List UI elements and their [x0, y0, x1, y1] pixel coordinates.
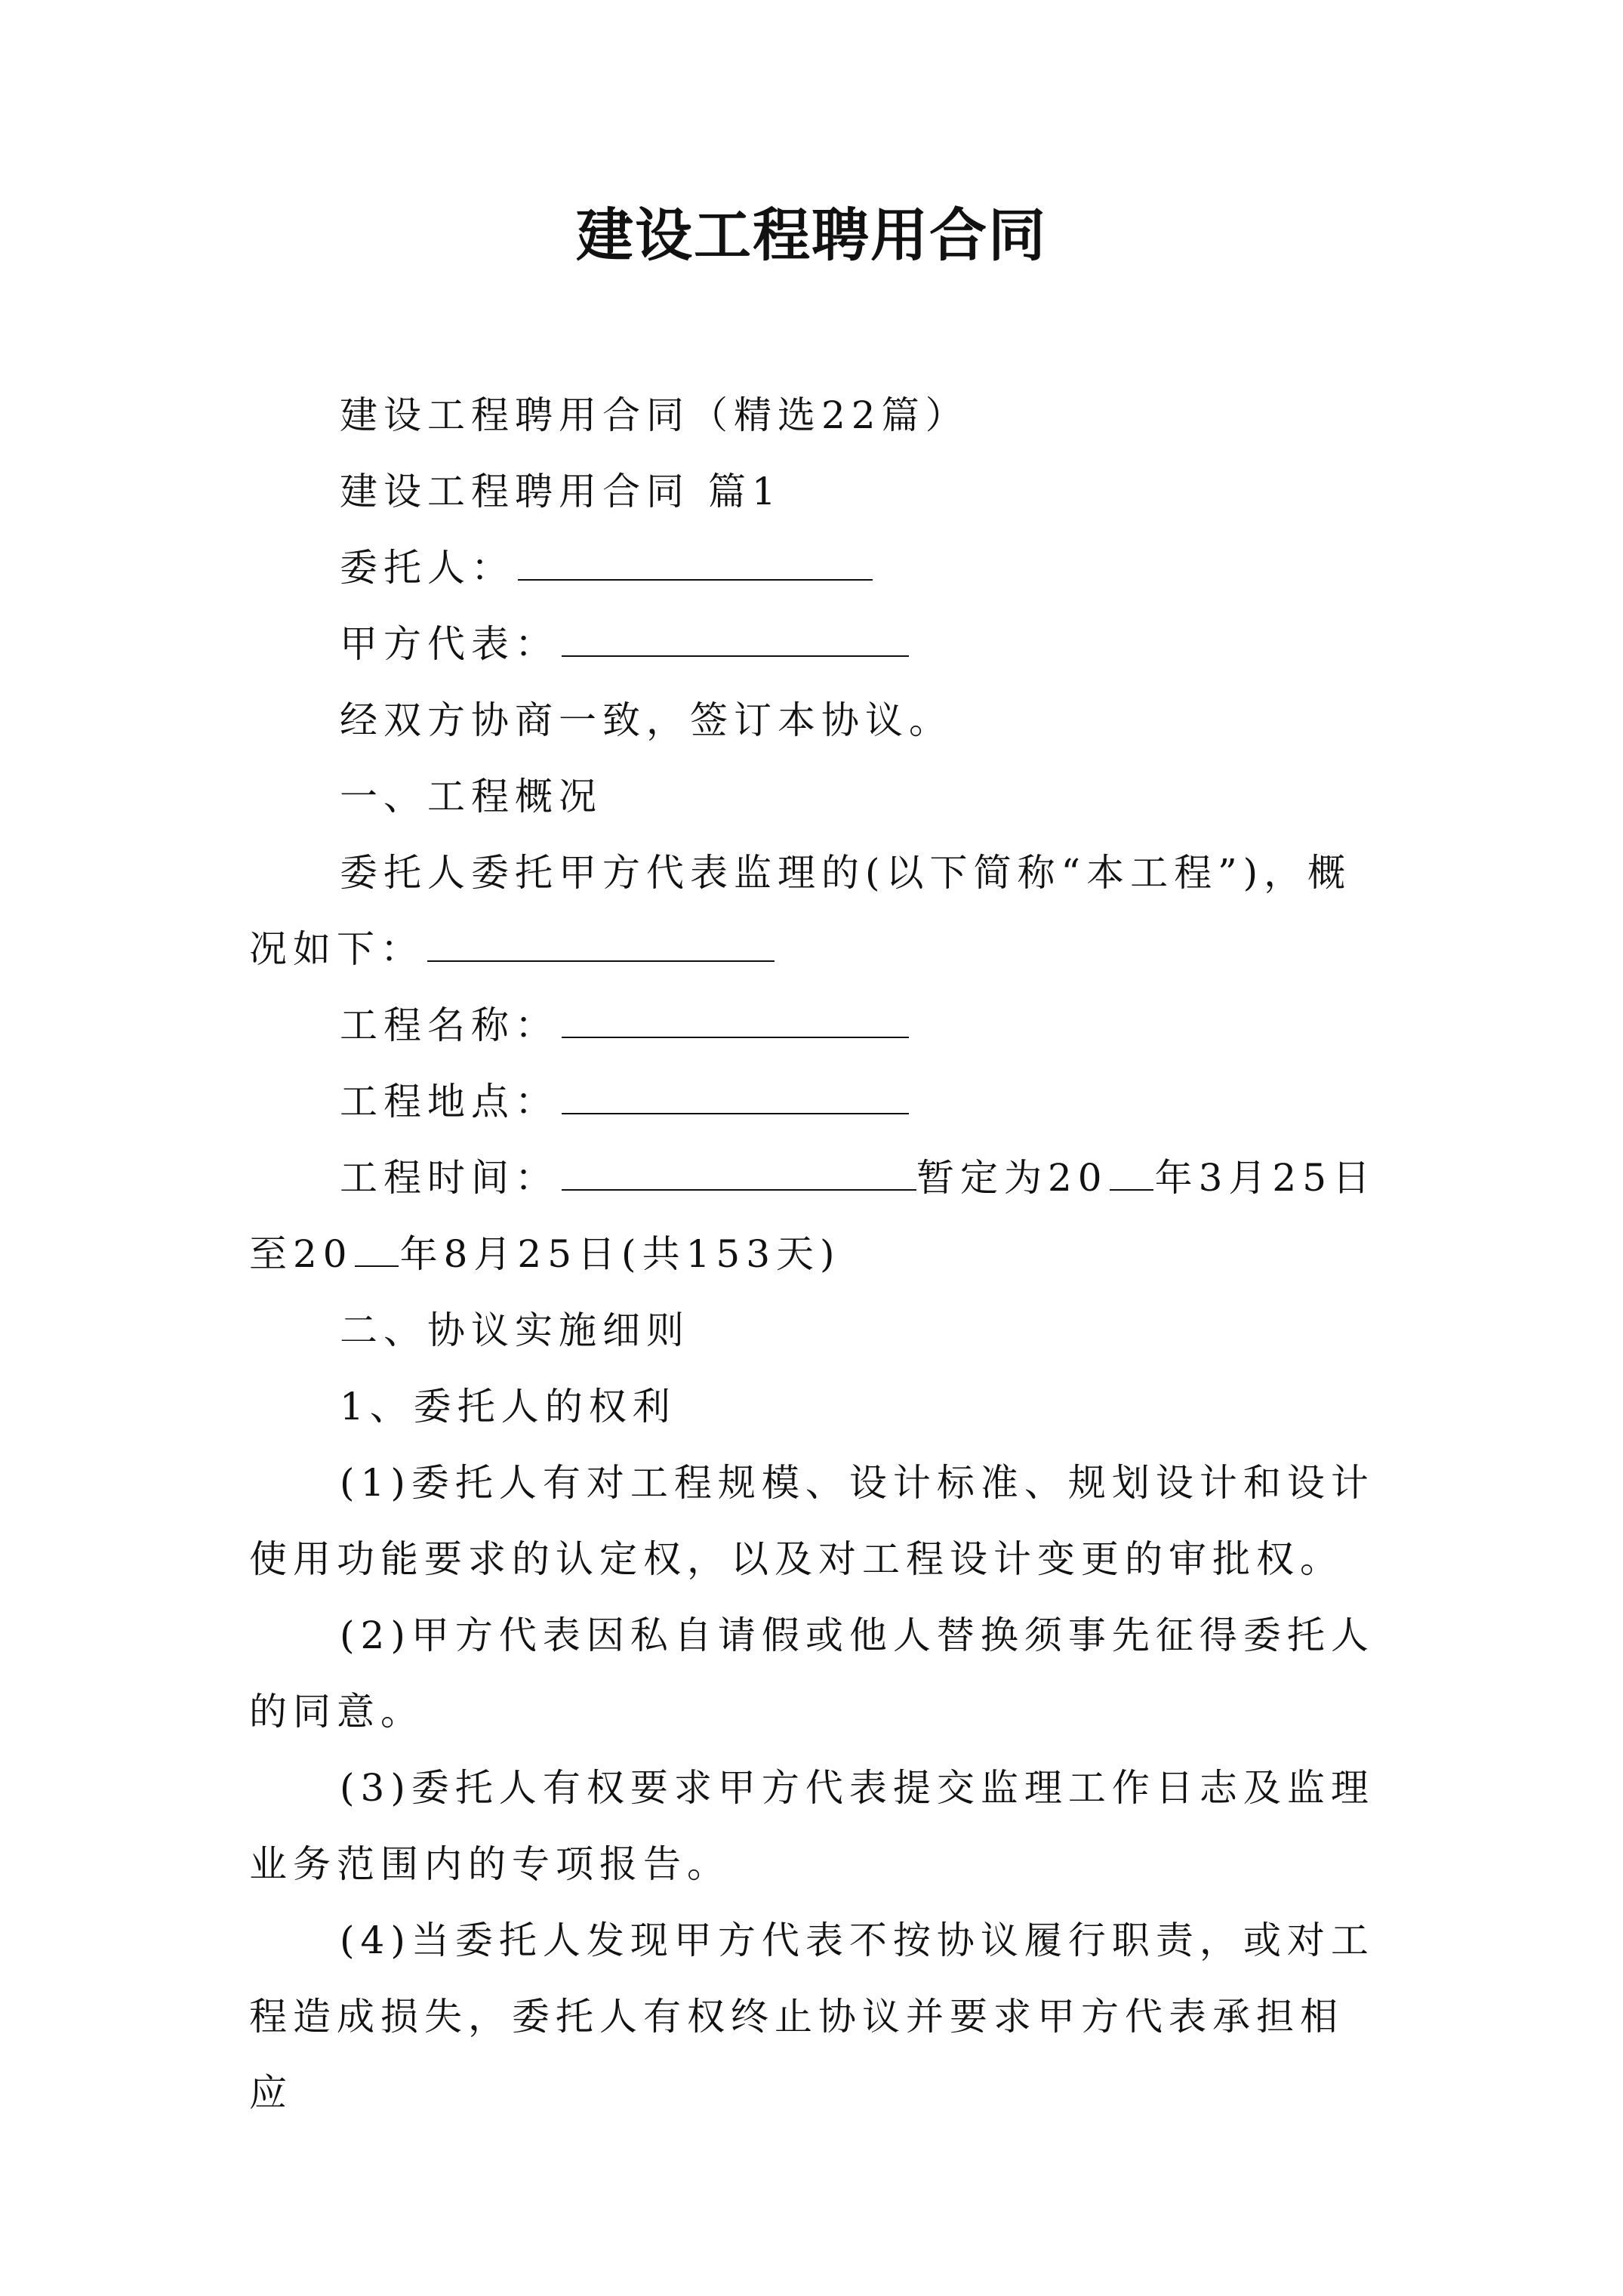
- paragraph-heading-client-rights: 1、委托人的权利: [340, 1385, 676, 1428]
- client-blank-line: [518, 578, 873, 581]
- overview-blank-line: [427, 960, 775, 962]
- project-name-blank-line: [562, 1036, 909, 1038]
- project-name-label: 工程名称：: [340, 1003, 559, 1047]
- paragraph-clause-3: (3)委托人有权要求甲方代表提交监理工作日志及监理业务范围内的专项报告。: [249, 1766, 1375, 1886]
- paragraph-client: [249, 530, 1381, 606]
- party-a-rep-blank-line: [562, 655, 909, 657]
- project-time-label: 工程时间：: [340, 1156, 559, 1200]
- paragraph-collection-title: 建设工程聘用合同（精选22篇）: [340, 393, 969, 437]
- project-location-blank-line: [562, 1112, 909, 1114]
- year-blank-line-2: [355, 1265, 399, 1267]
- paragraph-party-a-rep: [249, 606, 1381, 683]
- project-time-text-c: 年8月25日(共153天): [399, 1232, 841, 1276]
- project-time-text-b: 年3月25日至20: [249, 1156, 1377, 1276]
- paragraph-clause-4: (4)当委托人发现甲方代表不按协议履行职责，或对工程造成损失，委托人有权终止协议并要求甲方代表承担相应: [249, 1918, 1375, 2115]
- project-time-text-a: 暂定为20: [916, 1156, 1108, 1200]
- year-blank-line-1: [1110, 1188, 1153, 1191]
- document-title: 建设工程聘用合同: [576, 202, 1047, 269]
- paragraph-heading-details: 二、协议实施细则: [340, 1308, 690, 1352]
- party-a-rep-label: 甲方代表：: [340, 622, 559, 666]
- project-location-label: 工程地点：: [340, 1080, 559, 1123]
- overview-text: 委托人委托甲方代表监理的(以下简称“本工程”)，概况如下：: [249, 851, 1352, 971]
- paragraph-clause-2: (2)甲方代表因私自请假或他人替换须事先征得委托人的同意。: [249, 1613, 1375, 1734]
- paragraph-project-name: [249, 988, 1381, 1064]
- paragraph-project-location: [249, 1064, 1381, 1140]
- document-body: [249, 378, 1381, 2131]
- paragraph-section-heading: 建设工程聘用合同 篇1: [340, 470, 782, 513]
- project-time-blank-line: [562, 1188, 916, 1191]
- paragraph-project-time: [249, 1140, 1381, 1293]
- paragraph-clause-1: (1)委托人有对工程规模、设计标准、规划设计和设计使用功能要求的认定权，以及对工程设计变更的审批权。: [249, 1461, 1375, 1581]
- paragraph-heading-overview: 一、工程概况: [340, 775, 602, 818]
- paragraph-overview: [249, 835, 1381, 988]
- paragraph-agreement: 经双方协商一致，签订本协议。: [340, 698, 953, 742]
- client-label: 委托人：: [340, 546, 515, 590]
